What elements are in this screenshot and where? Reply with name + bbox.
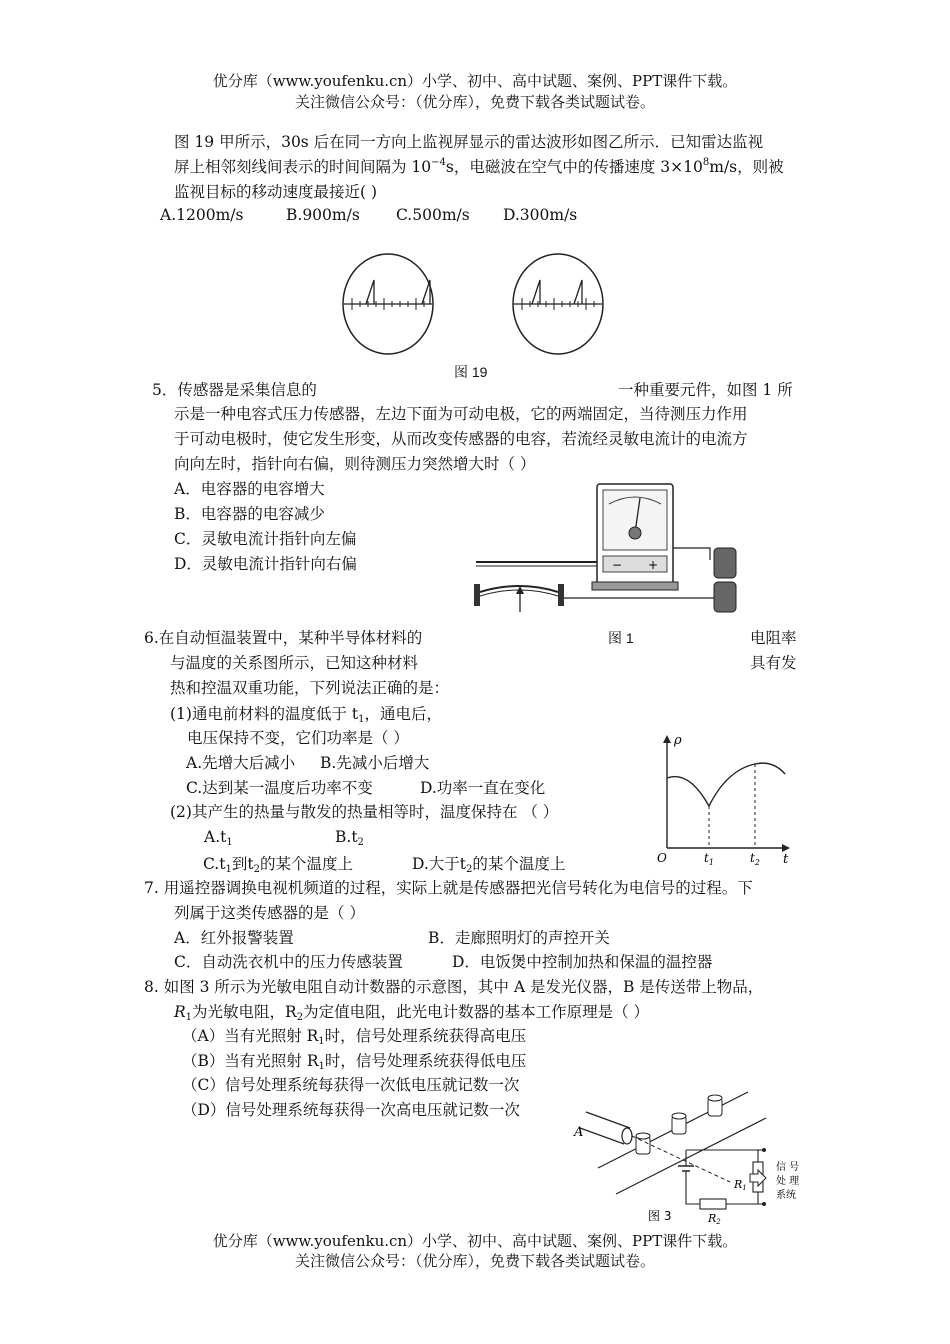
q8-line1: 8. 如图 3 所示为光敏电阻自动计数器的示意图，其中 A 是发光仪器，B 是传送带上物品， [144,978,764,996]
q5-option-a: A．电容器的电容增大 [174,480,325,498]
q7-line1: 7. 用遥控器调换电视机频道的过程，实际上就是传感器把光信号转化为电信号的过程。下 [144,879,753,897]
q6-part2-option-b: $B.t_2$ [335,828,364,848]
q8-option-a: （A）当有光照射 $R_1$时，信号处理系统获得高电压 [182,1027,527,1047]
q4-option-b: B.900m/s [286,206,360,224]
q4-option-c: C.500m/s [396,206,470,224]
q6-line2a: 与温度的关系图所示，已知这种材料 [170,654,419,672]
q5-line3: 于可动电极时，使它发生形变，从而改变传感器的电容，若流经灵敏电流计的电流方 [174,430,748,448]
q5-line1a: 5．传感器是采集信息的 [152,381,317,399]
q5-line1b: 一种重要元件，如图 1 所 [618,381,793,399]
page-header-line1: 优分库（www.youfenku.cn）小学、初中、高中试题、案例、PPT课件下载。 [212,72,738,90]
fig3-signal-line3: 系统 [776,1190,796,1201]
fig3-r1-label: R1 [734,1178,747,1192]
q6-line1b: 电阻率 [750,629,797,647]
q4-option-d: D.300m/s [503,206,578,224]
q6-line1a: 6.在自动恒温装置中，某种半导体材料的 [144,629,423,647]
figure-3-photo-counter [568,1090,808,1226]
q6-part2-option-d: D.大于$t_2$的某个温度上 [412,855,566,875]
figure-1-pressure-sensor [462,478,752,618]
graph-t1-label: $t_1$ [704,851,714,866]
svg-text:+: + [648,558,659,572]
page-footer-line1: 优分库（www.youfenku.cn）小学、初中、高中试题、案例、PPT课件下载。 [212,1232,738,1250]
q8-option-d: （D）信号处理系统每获得一次高电压就记数一次 [182,1101,520,1119]
q7-option-d: D．电饭煲中控制加热和保温的温控器 [452,953,713,971]
figure-3-caption: 图 3 [648,1209,672,1223]
q5-line2: 示是一种电容式压力传感器，左边下面为可动电极，它的两端固定，当待测压力作用 [174,405,748,423]
q6-part2-line1: (2)其产生的热量与散发的热量相等时，温度保持在 （ ） [170,803,559,821]
q6-part1-line1: (1)通电前材料的温度低于 $t_1$，通电后， [170,705,443,725]
graph-t2-label: $t_2$ [750,851,760,866]
q4-line3: 监视目标的移动速度最接近( ) [174,183,378,201]
q6-part1-option-b: B.先减小后增大 [320,754,430,772]
q4-line2: 屏上相邻刻线间表示的时间间隔为 $10^{-4}s$，电磁波在空气中的传播速度 $3\times 10^8m/s$，则被 [174,157,784,176]
q6-part1-option-c: C.达到某一温度后功率不变 [186,779,373,797]
q7-option-c: C．自动洗衣机中的压力传感装置 [174,953,403,971]
q6-line3: 热和控温双重功能，下列说法正确的是： [170,679,450,697]
q4-line1: 图 19 甲所示，30s 后在同一方向上监视屏显示的雷达波形如图乙所示．已知雷达监视 [174,133,764,151]
graph-x-label: t [783,852,789,866]
q8-option-b: （B）当有光照射 $R_1$时，信号处理系统获得低电压 [182,1052,527,1072]
q5-line4: 向向左时，指针向右偏，则待测压力突然增大时（ ） [174,455,536,473]
q6-part2-option-c: $C.t_1$到$t_2$的某个温度上 [203,855,353,875]
q6-resistivity-graph [655,730,795,866]
page-footer-line2: 关注微信公众号：（优分库），免费下载各类试题试卷。 [294,1252,655,1270]
q5-option-b: B．电容器的电容减少 [174,505,325,523]
page-header-line2: 关注微信公众号：（优分库），免费下载各类试题试卷。 [294,93,655,111]
q6-part1-line2: 电压保持不变，它们功率是（ ） [187,729,409,747]
q7-line2: 列属于这类传感器的是（ ） [174,904,365,922]
graph-y-label: ρ [674,733,682,748]
fig3-signal-line2: 处 理 [776,1176,800,1187]
svg-text:−: − [612,558,623,572]
q7-option-a: A．红外报警装置 [174,929,294,947]
q6-part1-option-a: A.先增大后减小 [186,754,296,772]
graph-origin: O [657,851,667,865]
q8-option-c: （C）信号处理系统每获得一次低电压就记数一次 [182,1076,520,1094]
figure-19-radar-screens [340,248,610,360]
q6-line2b: 具有发 [750,654,797,672]
figure-19-caption: 图 19 [454,364,488,380]
figure-1-caption: 图 1 [608,630,634,646]
q6-part2-option-a: $A.t_1$ [204,828,233,848]
q5-option-d: D．灵敏电流计指针向右偏 [174,555,357,573]
q4-option-a: A.1200m/s [160,206,244,224]
fig3-label-a: A [574,1125,584,1140]
q5-option-c: C．灵敏电流计指针向左偏 [174,530,357,548]
fig3-signal-line1: 信 号 [776,1162,800,1173]
q8-line2: $R_1$为光敏电阻，$R_2$为定值电阻，此光电计数器的基本工作原理是（ ） [174,1003,650,1023]
fig3-r2-label: R2 [708,1212,721,1226]
q6-part1-option-d: D.功率一直在变化 [420,779,546,797]
q7-option-b: B．走廊照明灯的声控开关 [428,929,610,947]
